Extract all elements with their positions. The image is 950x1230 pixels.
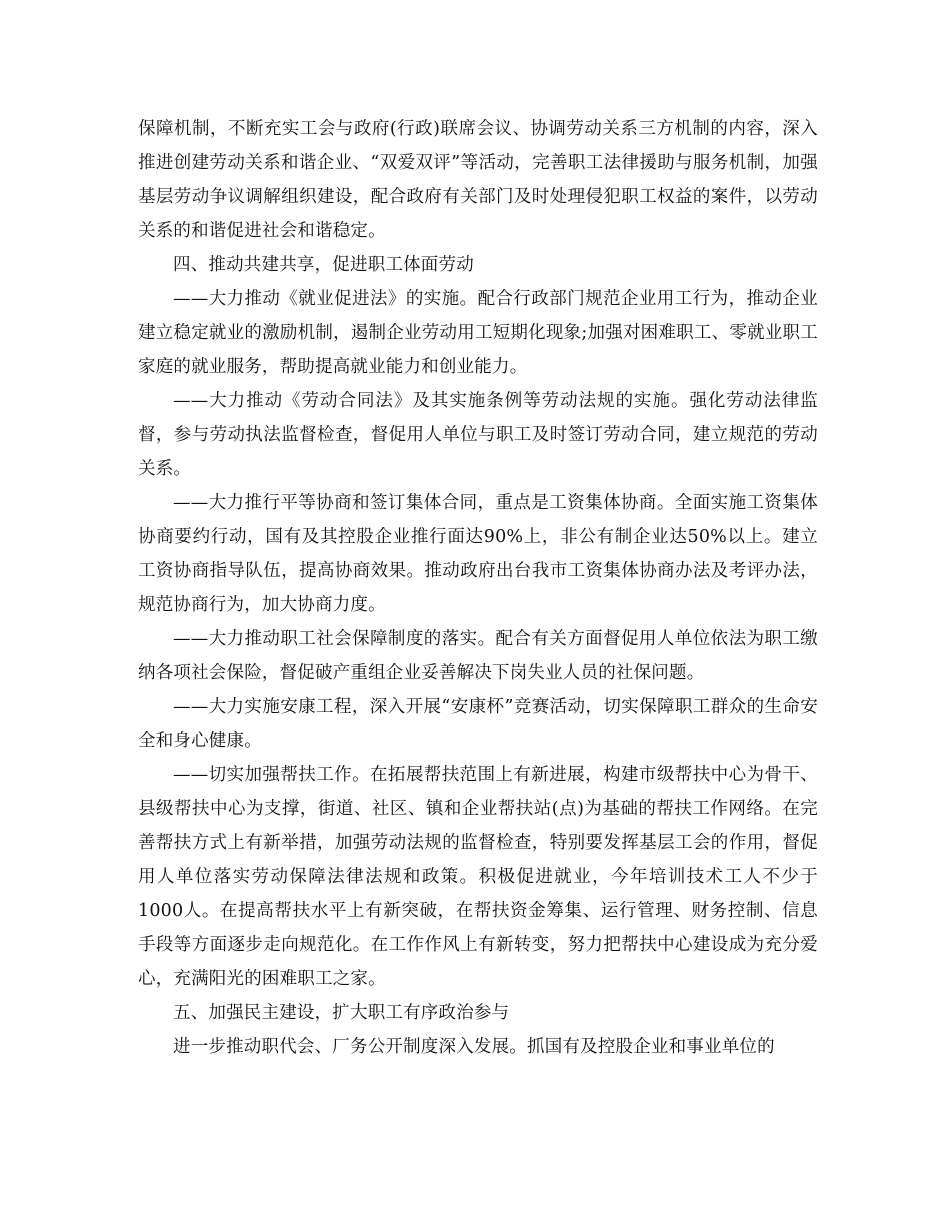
paragraph-labor-contract: ——大力推动《劳动合同法》及其实施条例等劳动法规的实施。强化劳动法律监督，参与劳动执法监督检查，督促用人单位与职工及时签订劳动合同，建立规范的劳动关系。 <box>138 391 818 479</box>
paragraph-employment-promotion: ——大力推动《就业促进法》的实施。配合行政部门规范企业用工行为，推动企业建立稳定就业的激励机制，遏制企业劳动用工短期化现象;加强对困难职工、零就业职工家庭的就业服务，帮助提高就业能力和创业能力。 <box>138 289 818 377</box>
paragraph-ankang-project: ——大力实施安康工程，深入开展“安康杯”竞赛活动，切实保障职工群众的生命安全和身心健康。 <box>138 697 818 751</box>
paragraph-social-security: ——大力推动职工社会保障制度的落实。配合有关方面督促用人单位依法为职工缴纳各项社会保险，督促破产重组企业妥善解决下岗失业人员的社保问题。 <box>138 629 818 683</box>
paragraph-assistance-work: ——切实加强帮扶工作。在拓展帮扶范围上有新进展，构建市级帮扶中心为骨干、县级帮扶中心为支撑，街道、社区、镇和企业帮扶站(点)为基础的帮扶工作网络。在完善帮扶方式上有新举措，加强劳动法规的监督检查，特别要发挥基层工会的作用，督促用人单位落实劳动保障法律法规和政策。积极促进就业，今年培训技术工人不少于1000人。在提高帮扶水平上有新突破，在帮扶资金筹集、运行管理、财务控制、信息手段等方面逐步走向规范化。在工作作风上有新转变，努力把帮扶中心建设成为充分爱心，充满阳光的困难职工之家。 <box>138 765 818 989</box>
paragraph-collective-bargaining: ——大力推行平等协商和签订集体合同，重点是工资集体协商。全面实施工资集体协商要约行动，国有及其控股企业推行面达90%上，非公有制企业达50%以上。建立工资协商指导队伍，提高协商效果。推动政府出台我市工资集体协商办法及考评办法，规范协商行为，加大协商力度。 <box>138 493 818 615</box>
section-heading-four: 四、推动共建共享，促进职工体面劳动 <box>173 255 474 275</box>
paragraph-democratic-management: 进一步推动职代会、厂务公开制度深入发展。抓国有及控股企业和事业单位的 <box>173 1037 775 1057</box>
paragraph-continuation: 保障机制，不断充实工会与政府(行政)联席会议、协调劳动关系三方机制的内容，深入推进创建劳动关系和谐企业、“双爱双评”等活动，完善职工法律援助与服务机制，加强基层劳动争议调解组织建设，配合政府有关部门及时处理侵犯职工权益的案件，以劳动关系的和谐促进社会和谐稳定。 <box>138 119 818 241</box>
document-body <box>138 112 818 1064</box>
section-heading-five: 五、加强民主建设，扩大职工有序政治参与 <box>173 1003 510 1023</box>
